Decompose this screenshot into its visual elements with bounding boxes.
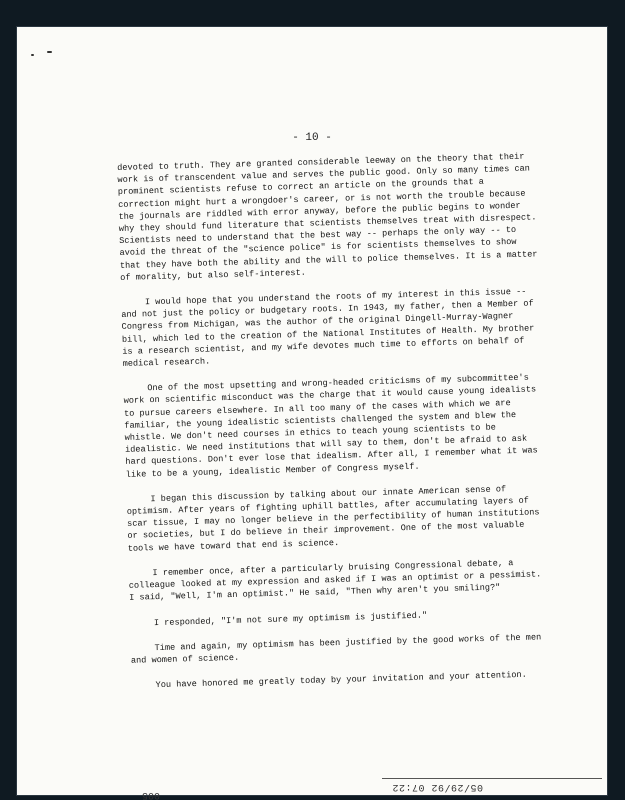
letter-body <box>117 150 552 705</box>
fax-timestamp: 05/29/92 07:22 <box>392 781 484 792</box>
paragraph-6: I responded, "I'm not sure my optimism is justified." <box>153 610 428 628</box>
paragraph-3: One of the most upsetting and wrong-headed criticisms of my subcommittee's work on scientific misconduct was the charge that it would cause young idealists to pursue careers elsewhere. In all too many of the cases with which we are familiar, the young idealistic scientists challenged the system and blew the whistle. We don't need courses in ethics to teach young scientists to be idealistic. We need institutions that will say to them, don't be afraid to ask hard questions. Don't ever lose that idealism. After all, I remember what it was like to be a young, idealistic Member of Congress myself. <box>123 372 538 480</box>
paragraph-4: I began this discussion by talking about our innate American sense of optimism. After years of fighting uphill battles, after accumulating layers of scar tissue, I may no longer believe in the perfectibility of human institutions or societies, but I do believe in their improvement. One of the most valuable tools we have toward that end is science. <box>126 484 540 554</box>
page-number: - 10 - <box>292 132 332 144</box>
scan-speck <box>31 54 34 56</box>
paragraph-2: I would hope that you understand the roots of my interest in this issue -- and not just the policy or budgetary roots. In 1943, my father, then a Member of Congress from Michigan, was the author of the original Dingell-Murray-Wagner bill, which led to the creation of the National Institutes of Health. My brother is a research scientist, and my wife devotes much time to efforts on behalf of medical research. <box>121 286 535 369</box>
document-page <box>17 27 607 800</box>
fax-page-code: 005 <box>142 789 161 800</box>
paragraph-5: I remember once, after a particularly bruising Congressional debate, a colleague looked at my expression and asked if I was an optimist or a pessimist. I said, "Well, I'm an optimist." He said, "Then why aren't you smiling?" <box>128 557 542 604</box>
footer-rule <box>382 778 602 779</box>
paragraph-1: devoted to truth. They are granted considerable leeway on the theory that their work is of transcendent value and serves the public good. Only so many times can prominent scientists refuse to correct an article on the grounds that a correction might hurt a wrongdoer's career, or is not worth the trouble because the journals are riddled with error anyway, before the public begins to wonder why they should fund literature that scientists themselves treat with disrespect. Scientists need to understand that the best way -- perhaps the only way -- to avoid the threat of the "science police" is for scientists themselves to show that they have both the ability and the will to police themselves. It is a matter of morality, but also self-interest. <box>117 151 538 283</box>
paragraph-7: Time and again, my optimism has been justified by the good works of the men and women of science. <box>130 632 542 666</box>
scan-speck <box>47 51 52 53</box>
paragraph-8: You have honored me greatly today by your invitation and your attention. <box>155 669 527 691</box>
